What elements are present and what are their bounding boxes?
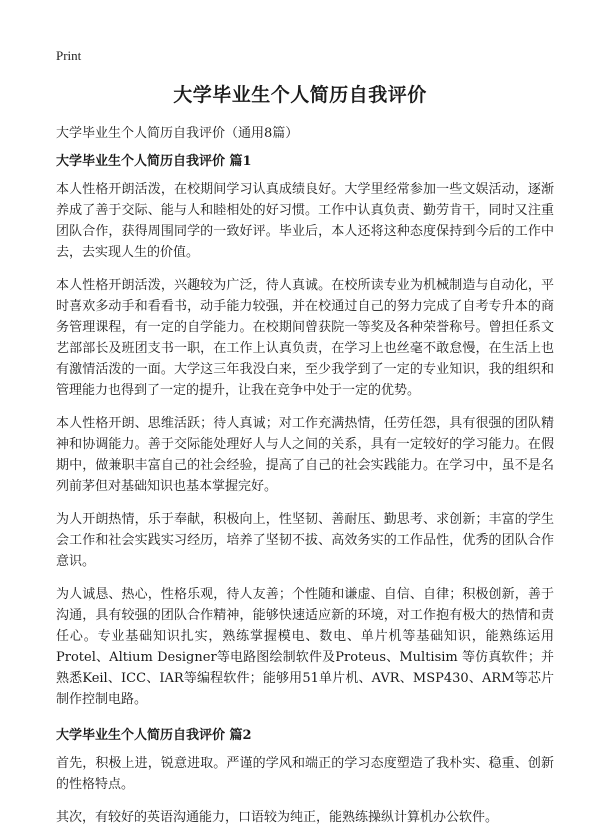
paragraph: 其次，有较好的英语沟通能力，口语较为纯正，能熟练操纵计算机办公软件。 (56, 810, 499, 825)
section-1 (56, 150, 554, 710)
paragraph: 本人性格开朗活泼，兴趣较为广泛，待人真诚。在校所读专业为机械制造与自动化，平时喜欢多动手和看看书，动手能力较强，并在校通过自己的努力完成了自考专升本的商务管理课程，有一定的自学能力。在校期间曾获院一等奖及各种荣誉称号。曾担任系文艺部部长及班团支书一职，在工作上认真负责，在学习上也丝毫不敢怠慢，在生活上也有激情活泼的一面。大学这三年我没白来，至少我学到了一定的专业知识，我的组织和管理能力也得到了一定的提升，让我在竞争中处于一定的优势。 (56, 278, 554, 398)
paragraph: 本人性格开朗、思维活跃；待人真诚；对工作充满热情，任劳任怨，具有很强的团队精神和协调能力。善于交际能处理好人与人之间的关系，具有一定较好的学习能力。在假期中，做兼职丰富自己的社会经验，提高了自己的社会实践能力。在学习中，虽不是名列前茅但对基础知识也基本掌握完好。 (56, 416, 554, 494)
section-heading: 大学毕业生个人简历自我评价 篇1 (56, 154, 252, 169)
section-2 (56, 724, 554, 828)
document-body (56, 150, 554, 840)
paragraph: 本人性格开朗活泼，在校期间学习认真成绩良好。大学里经常参加一些文娱活动，逐渐养成了善于交际、能与人和睦相处的好习惯。工作中认真负责、勤劳肯干，同时又注重团队合作，获得周围同学的一致好评。毕业后，本人还将这种态度保持到今后的工作中去，去实现人生的价值。 (56, 182, 554, 260)
paragraph: 首先，积极上进，锐意进取。严谨的学风和端正的学习态度塑造了我朴实、稳重、创新的性格特点。 (56, 756, 554, 792)
page-title: 大学毕业生个人简历自我评价 (173, 84, 427, 106)
print-link[interactable]: Print (56, 48, 82, 63)
paragraph: 为人诚恳、热心，性格乐观，待人友善；个性随和谦虚、自信、自律；积极创新，善于沟通，具有较强的团队合作精神，能够快速适应新的环境，对工作抱有极大的热情和责任心。专业基础知识扎实，熟练掌握模电、数电、单片机等基础知识，能熟练运用Protel、Altium Designer等电路图绘制软件及Proteus、Multisim 等仿真软件；并熟悉Keil、ICC、IAR等编程软件；能够用51单片机、AVR、MSP430、ARM等芯片制作控制电路。 (56, 587, 554, 707)
section-heading: 大学毕业生个人简历自我评价 篇2 (56, 728, 252, 743)
document-subtitle: 大学毕业生个人简历自我评价（通用8篇） (56, 126, 299, 141)
paragraph: 为人开朗热情，乐于奉献，积极向上，性坚韧、善耐压、勤思考、求创新；丰富的学生会工作和社会实践实习经历，培养了坚韧不拔、高效务实的工作品性，优秀的团队合作意识。 (56, 512, 554, 569)
